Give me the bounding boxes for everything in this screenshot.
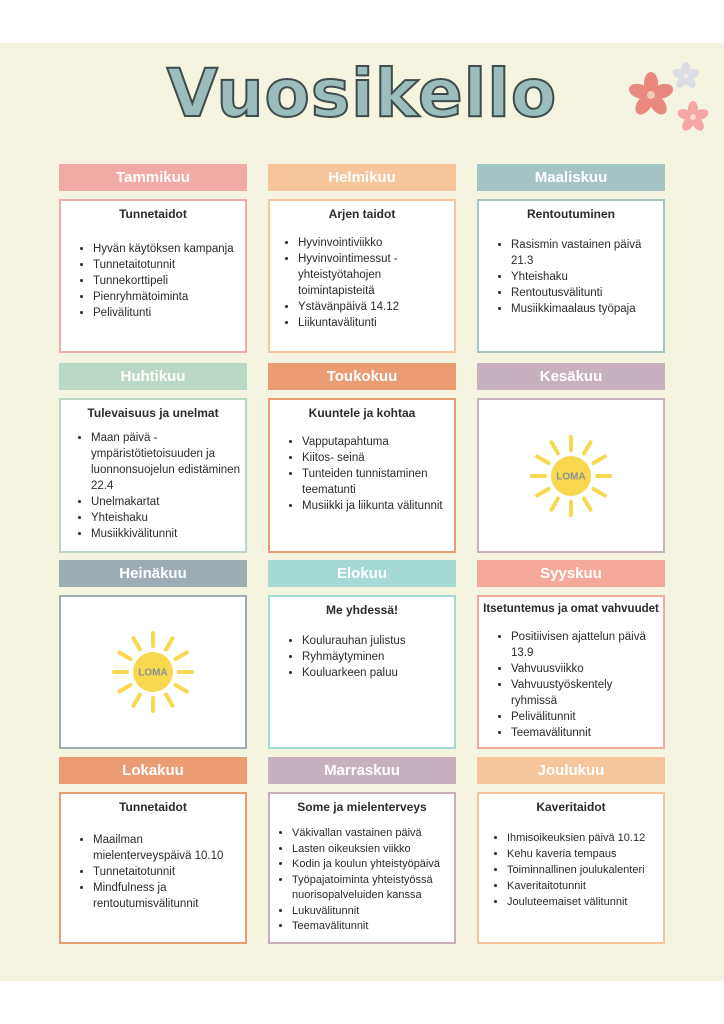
month-card-syyskuu [477, 560, 665, 739]
list-item: • Tunteiden tunnistaminen teematunti [302, 466, 450, 498]
month-subtitle: Tulevaisuus ja unelmat [87, 406, 219, 420]
list-item: • Musiikkivälitunnit [91, 526, 241, 542]
month-subtitle: Kaveritaidot [536, 800, 606, 814]
activity-list [61, 241, 245, 321]
list-item: • Liikuntavälitunti [298, 315, 450, 331]
list-item: • Väkivallan vastainen päivä [292, 826, 452, 842]
month-header: Lokakuu [59, 757, 247, 784]
month-card-toukokuu [268, 363, 456, 512]
list-item: • Ystävänpäivä 14.12 [298, 299, 450, 315]
list-item: • Tunnekorttipeli [93, 273, 241, 289]
activity-list [270, 434, 454, 514]
month-subtitle: Tunnetaidot [119, 800, 187, 814]
month-header: Kesäkuu [477, 363, 665, 390]
month-subtitle: Arjen taidot [328, 207, 396, 221]
list-item: • Yhteishaku [91, 510, 241, 526]
month-subtitle: Me yhdessä! [325, 603, 399, 617]
month-content [477, 398, 665, 553]
list-item: • Kiitos- seinä [302, 450, 450, 466]
activity-list [270, 826, 454, 935]
month-header: Marraskuu [268, 757, 456, 784]
list-item: • Kaveritaitotunnit [507, 878, 659, 894]
list-item: • Vahvuusviikko [511, 661, 659, 677]
month-content [477, 199, 665, 353]
month-content [268, 199, 456, 353]
month-card-joulukuu [477, 757, 665, 908]
list-item: • Vahvuustyöskentely ryhmissä [511, 677, 659, 709]
list-item: • Vapputapahtuma [302, 434, 450, 450]
list-item: • Koulurauhan julistus [302, 633, 450, 649]
list-item: • Tunnetaitotunnit [93, 257, 241, 273]
list-item: • Ryhmäytyminen [302, 649, 450, 665]
poster-title: Vuosikello [166, 55, 558, 132]
flower-icon [670, 60, 702, 92]
month-content [268, 595, 456, 749]
month-content [59, 199, 247, 353]
month-card-huhtikuu [59, 363, 247, 540]
list-item: • Hyvinvointiviikko [298, 235, 450, 251]
month-card-kesakuu [477, 363, 665, 482]
month-subtitle: Kuuntele ja kohtaa [308, 406, 416, 420]
list-item: • Hyvinvointimessut - yhteistyötahojen toimintapisteitä [298, 251, 450, 299]
month-card-heinakuu [59, 560, 247, 679]
activity-list [61, 430, 245, 542]
activity-list [270, 633, 454, 681]
list-item: • Mindfulness ja rentoutumisvälitunnit [93, 880, 241, 912]
sun-icon [108, 627, 198, 717]
list-item: • Teemavälitunnit [292, 919, 452, 935]
list-item: • Ihmisoikeuksien päivä 10.12 [507, 830, 659, 846]
list-item: • Kehu kaveria tempaus [507, 846, 659, 862]
list-item: • Kodin ja koulun yhteistyöpäivä [292, 857, 452, 873]
list-item: • Teemavälitunnit [511, 725, 659, 741]
month-header: Tammikuu [59, 164, 247, 191]
list-item: • Pelivälitunti [93, 305, 241, 321]
list-item: • Pelivälitunnit [511, 709, 659, 725]
month-header: Heinäkuu [59, 560, 247, 587]
month-content [477, 792, 665, 944]
month-header: Maaliskuu [477, 164, 665, 191]
month-content [268, 398, 456, 553]
month-card-lokakuu [59, 757, 247, 910]
month-header: Joulukuu [477, 757, 665, 784]
list-item: • Pienryhmätoiminta [93, 289, 241, 305]
activity-list [61, 832, 245, 912]
list-item: • Tunnetaitotunnit [93, 864, 241, 880]
flower-icon [626, 70, 676, 120]
list-item: • Toiminnallinen joulukalenteri [507, 862, 659, 878]
month-subtitle: Some ja mielenterveys [297, 800, 427, 814]
month-header: Elokuu [268, 560, 456, 587]
list-item: • Työpajatoiminta yhteistyössä nuorisopalveluiden kanssa [292, 873, 452, 904]
month-header: Huhtikuu [59, 363, 247, 390]
month-header: Syyskuu [477, 560, 665, 587]
month-content [477, 595, 665, 749]
month-card-helmikuu [268, 164, 456, 329]
month-card-maaliskuu [477, 164, 665, 315]
activity-list [479, 237, 663, 317]
list-item: • Rentoutusvälitunti [511, 285, 659, 301]
month-header: Helmikuu [268, 164, 456, 191]
month-subtitle: Tunnetaidot [119, 207, 187, 221]
month-content [59, 398, 247, 553]
list-item: • Unelmakartat [91, 494, 241, 510]
loma-label: LOMA [556, 471, 586, 482]
sun-icon [526, 431, 616, 521]
activity-list [479, 830, 663, 910]
month-card-marraskuu [268, 757, 456, 932]
list-item: • Lasten oikeuksien viikko [292, 842, 452, 858]
month-content [268, 792, 456, 944]
list-item: • Hyvän käytöksen kampanja [93, 241, 241, 257]
list-item: • Maan päivä - ympäristötietoisuuden ja luonnonsuojelun edistäminen 22.4 [91, 430, 241, 494]
flower-icon [674, 98, 712, 136]
list-item: • Kouluarkeen paluu [302, 665, 450, 681]
month-subtitle: Rentoutuminen [527, 207, 615, 221]
list-item: • Maailman mielenterveyspäivä 10.10 [93, 832, 241, 864]
list-item: • Rasismin vastainen päivä 21.3 [511, 237, 659, 269]
activity-list [479, 629, 663, 741]
month-card-tammikuu [59, 164, 247, 319]
list-item: • Positiivisen ajattelun päivä 13.9 [511, 629, 659, 661]
list-item: • Yhteishaku [511, 269, 659, 285]
list-item: • Jouluteemaiset välitunnit [507, 894, 659, 910]
list-item: • Musiikki ja liikunta välitunnit [302, 498, 450, 514]
activity-list [270, 235, 454, 331]
list-item: • Musiikkimaalaus työpaja [511, 301, 659, 317]
month-content [59, 595, 247, 749]
loma-label: LOMA [138, 667, 168, 679]
list-item: • Lukuvälitunnit [292, 904, 452, 920]
month-subtitle: Itsetuntemus ja omat vahvuudet [483, 603, 659, 615]
month-header: Toukokuu [268, 363, 456, 390]
month-card-elokuu [268, 560, 456, 679]
month-content [59, 792, 247, 944]
